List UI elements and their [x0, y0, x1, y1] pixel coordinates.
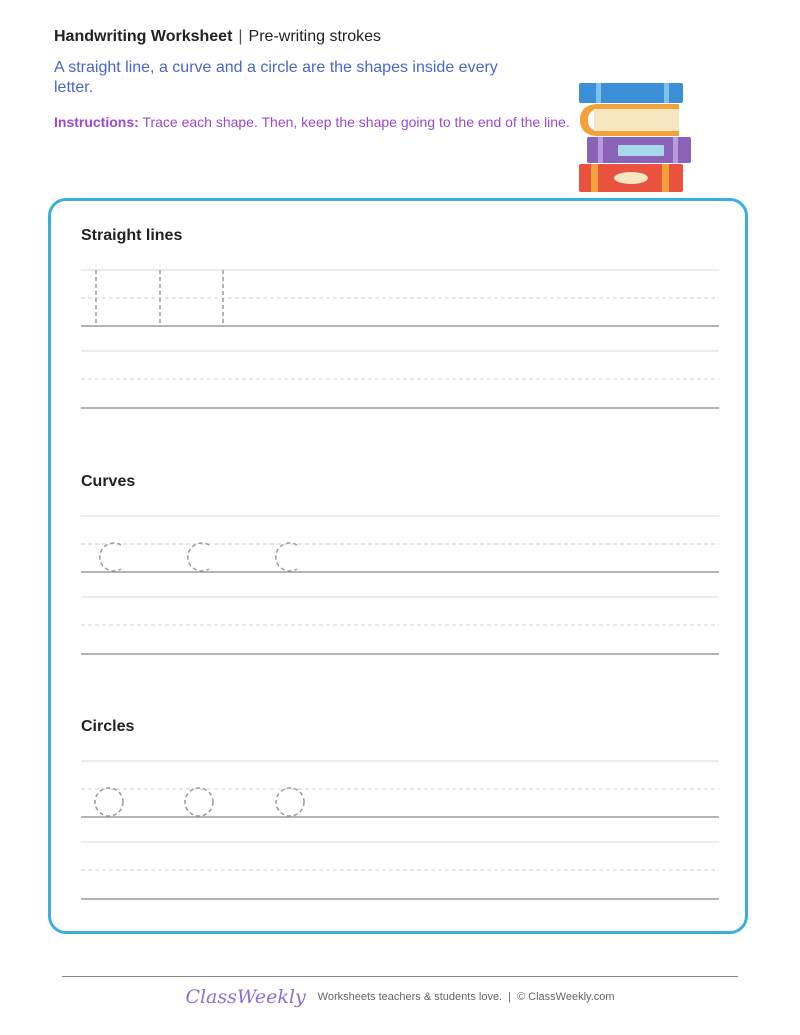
trace-curve-1	[100, 543, 121, 571]
section-title-curves: Curves	[81, 473, 136, 490]
footer-divider	[62, 976, 738, 977]
worksheet-header	[54, 28, 381, 46]
trace-curve-3	[276, 543, 297, 571]
curves-practice	[81, 514, 719, 659]
intro-text: A straight line, a curve and a circle are the shapes inside every letter.	[54, 59, 498, 96]
section-title-straight-lines: Straight lines	[81, 227, 183, 244]
worksheet-subtitle: Pre-writing strokes	[248, 28, 382, 45]
header-separator: |	[238, 28, 243, 45]
brand-logo: ClassWeekly	[185, 986, 306, 1008]
footer	[0, 986, 800, 1008]
instructions-body: Trace each shape. Then, keep the shape going to the end of the line.	[142, 114, 570, 130]
trace-circle-2	[185, 788, 213, 816]
circles-practice	[81, 759, 719, 904]
instructions-label: Instructions:	[54, 114, 139, 130]
trace-curve-2	[188, 543, 209, 571]
trace-circle-3	[276, 788, 304, 816]
worksheet-title: Handwriting Worksheet	[54, 28, 233, 45]
footer-copyright: © ClassWeekly.com	[516, 991, 615, 1003]
trace-circle-1	[95, 788, 123, 816]
stack-of-books-icon	[576, 80, 694, 195]
straight-lines-practice	[81, 268, 719, 413]
section-title-circles: Circles	[81, 718, 135, 735]
instructions-text	[54, 111, 574, 133]
footer-separator: |	[508, 991, 511, 1003]
footer-tagline: Worksheets teachers & students love.	[317, 991, 503, 1003]
